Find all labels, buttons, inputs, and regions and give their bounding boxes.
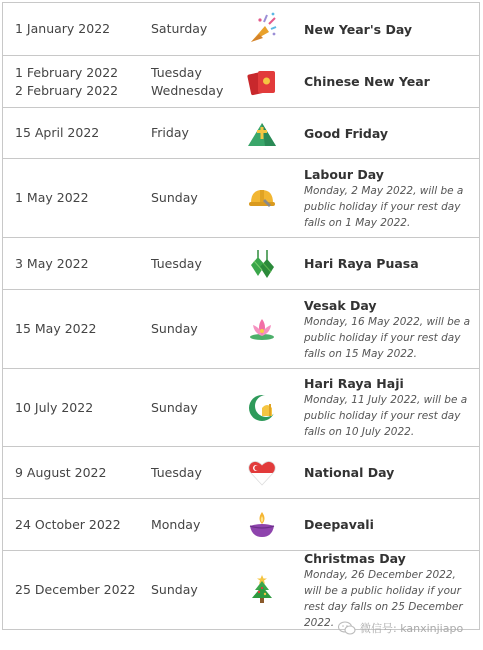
hard-hat-icon xyxy=(243,159,281,237)
holiday-weekday: Tuesday xyxy=(151,464,202,480)
holiday-name: Vesak Day xyxy=(304,297,377,313)
holiday-weekday: Tuesday xyxy=(151,255,202,271)
holiday-name: New Year's Day xyxy=(304,21,413,37)
holiday-date: 9 August 2022 xyxy=(15,464,107,480)
cross-mountain-icon xyxy=(243,108,281,158)
holiday-note: Monday, 16 May 2022, will be a public holiday if your rest day falls on 15 May 2022. xyxy=(304,315,471,360)
holiday-note: Monday, 2 May 2022, will be a public holiday if your rest day falls on 1 May 2022. xyxy=(304,184,464,229)
holiday-weekday: Sunday xyxy=(151,321,198,336)
holiday-note: Monday, 11 July 2022, will be a public holiday if your rest day falls on 10 July 2022. xyxy=(304,394,468,438)
table-row xyxy=(3,3,479,56)
holiday-date: 1 January 2022 xyxy=(15,21,111,36)
wechat-icon xyxy=(338,621,356,635)
holiday-date: 15 May 2022 xyxy=(15,321,97,336)
table-row xyxy=(3,447,479,499)
holiday-date: 2 February 2022 xyxy=(15,82,119,98)
table-row xyxy=(3,499,479,551)
holiday-date: 25 December 2022 xyxy=(15,582,136,597)
table-row xyxy=(3,108,479,159)
singapore-flag-heart-icon xyxy=(243,447,281,498)
holiday-name: Labour Day xyxy=(304,166,384,182)
holiday-weekday: Monday xyxy=(151,516,201,532)
holiday-date: 15 April 2022 xyxy=(15,125,100,140)
crescent-mosque-icon xyxy=(243,369,281,446)
holiday-weekday: Sunday xyxy=(151,399,198,415)
holiday-name: Hari Raya Haji xyxy=(304,376,404,391)
holiday-name: Good Friday xyxy=(304,125,389,141)
watermark xyxy=(338,620,463,636)
table-row xyxy=(3,238,479,290)
table-row xyxy=(3,551,479,630)
holiday-name: Christmas Day xyxy=(304,550,406,566)
table-row xyxy=(3,56,479,108)
watermark-text: 微信号: kanxinjiapo xyxy=(360,622,464,635)
party-popper-icon xyxy=(243,3,281,55)
table-row xyxy=(3,159,479,238)
holiday-weekday: Friday xyxy=(151,125,189,140)
holiday-date: 24 October 2022 xyxy=(15,516,121,532)
holiday-weekday: Wednesday xyxy=(151,82,224,98)
red-packet-icon xyxy=(243,56,281,107)
lotus-icon xyxy=(243,290,281,368)
holiday-date: 1 February 2022 xyxy=(15,64,119,80)
holiday-name: National Day xyxy=(304,465,395,480)
table-row xyxy=(3,369,479,447)
holiday-weekday: Sunday xyxy=(151,190,198,205)
holiday-table xyxy=(2,2,480,630)
holiday-name: Deepavali xyxy=(304,517,374,532)
christmas-tree-icon xyxy=(243,551,281,629)
holiday-weekday: Tuesday xyxy=(151,64,202,80)
holiday-weekday: Sunday xyxy=(151,582,198,597)
oil-lamp-icon xyxy=(243,499,281,550)
holiday-name: Hari Raya Puasa xyxy=(304,256,419,271)
holiday-date: 10 July 2022 xyxy=(15,399,94,415)
holiday-note: Monday, 26 December 2022, will be a public holiday if your rest day falls on 25 December 2022. xyxy=(304,568,463,629)
holiday-date: 3 May 2022 xyxy=(15,255,89,271)
ketupat-icon xyxy=(243,238,281,289)
holiday-date: 1 May 2022 xyxy=(15,190,89,205)
holiday-weekday: Saturday xyxy=(151,21,208,36)
table-row xyxy=(3,290,479,369)
holiday-name: Chinese New Year xyxy=(304,74,430,89)
